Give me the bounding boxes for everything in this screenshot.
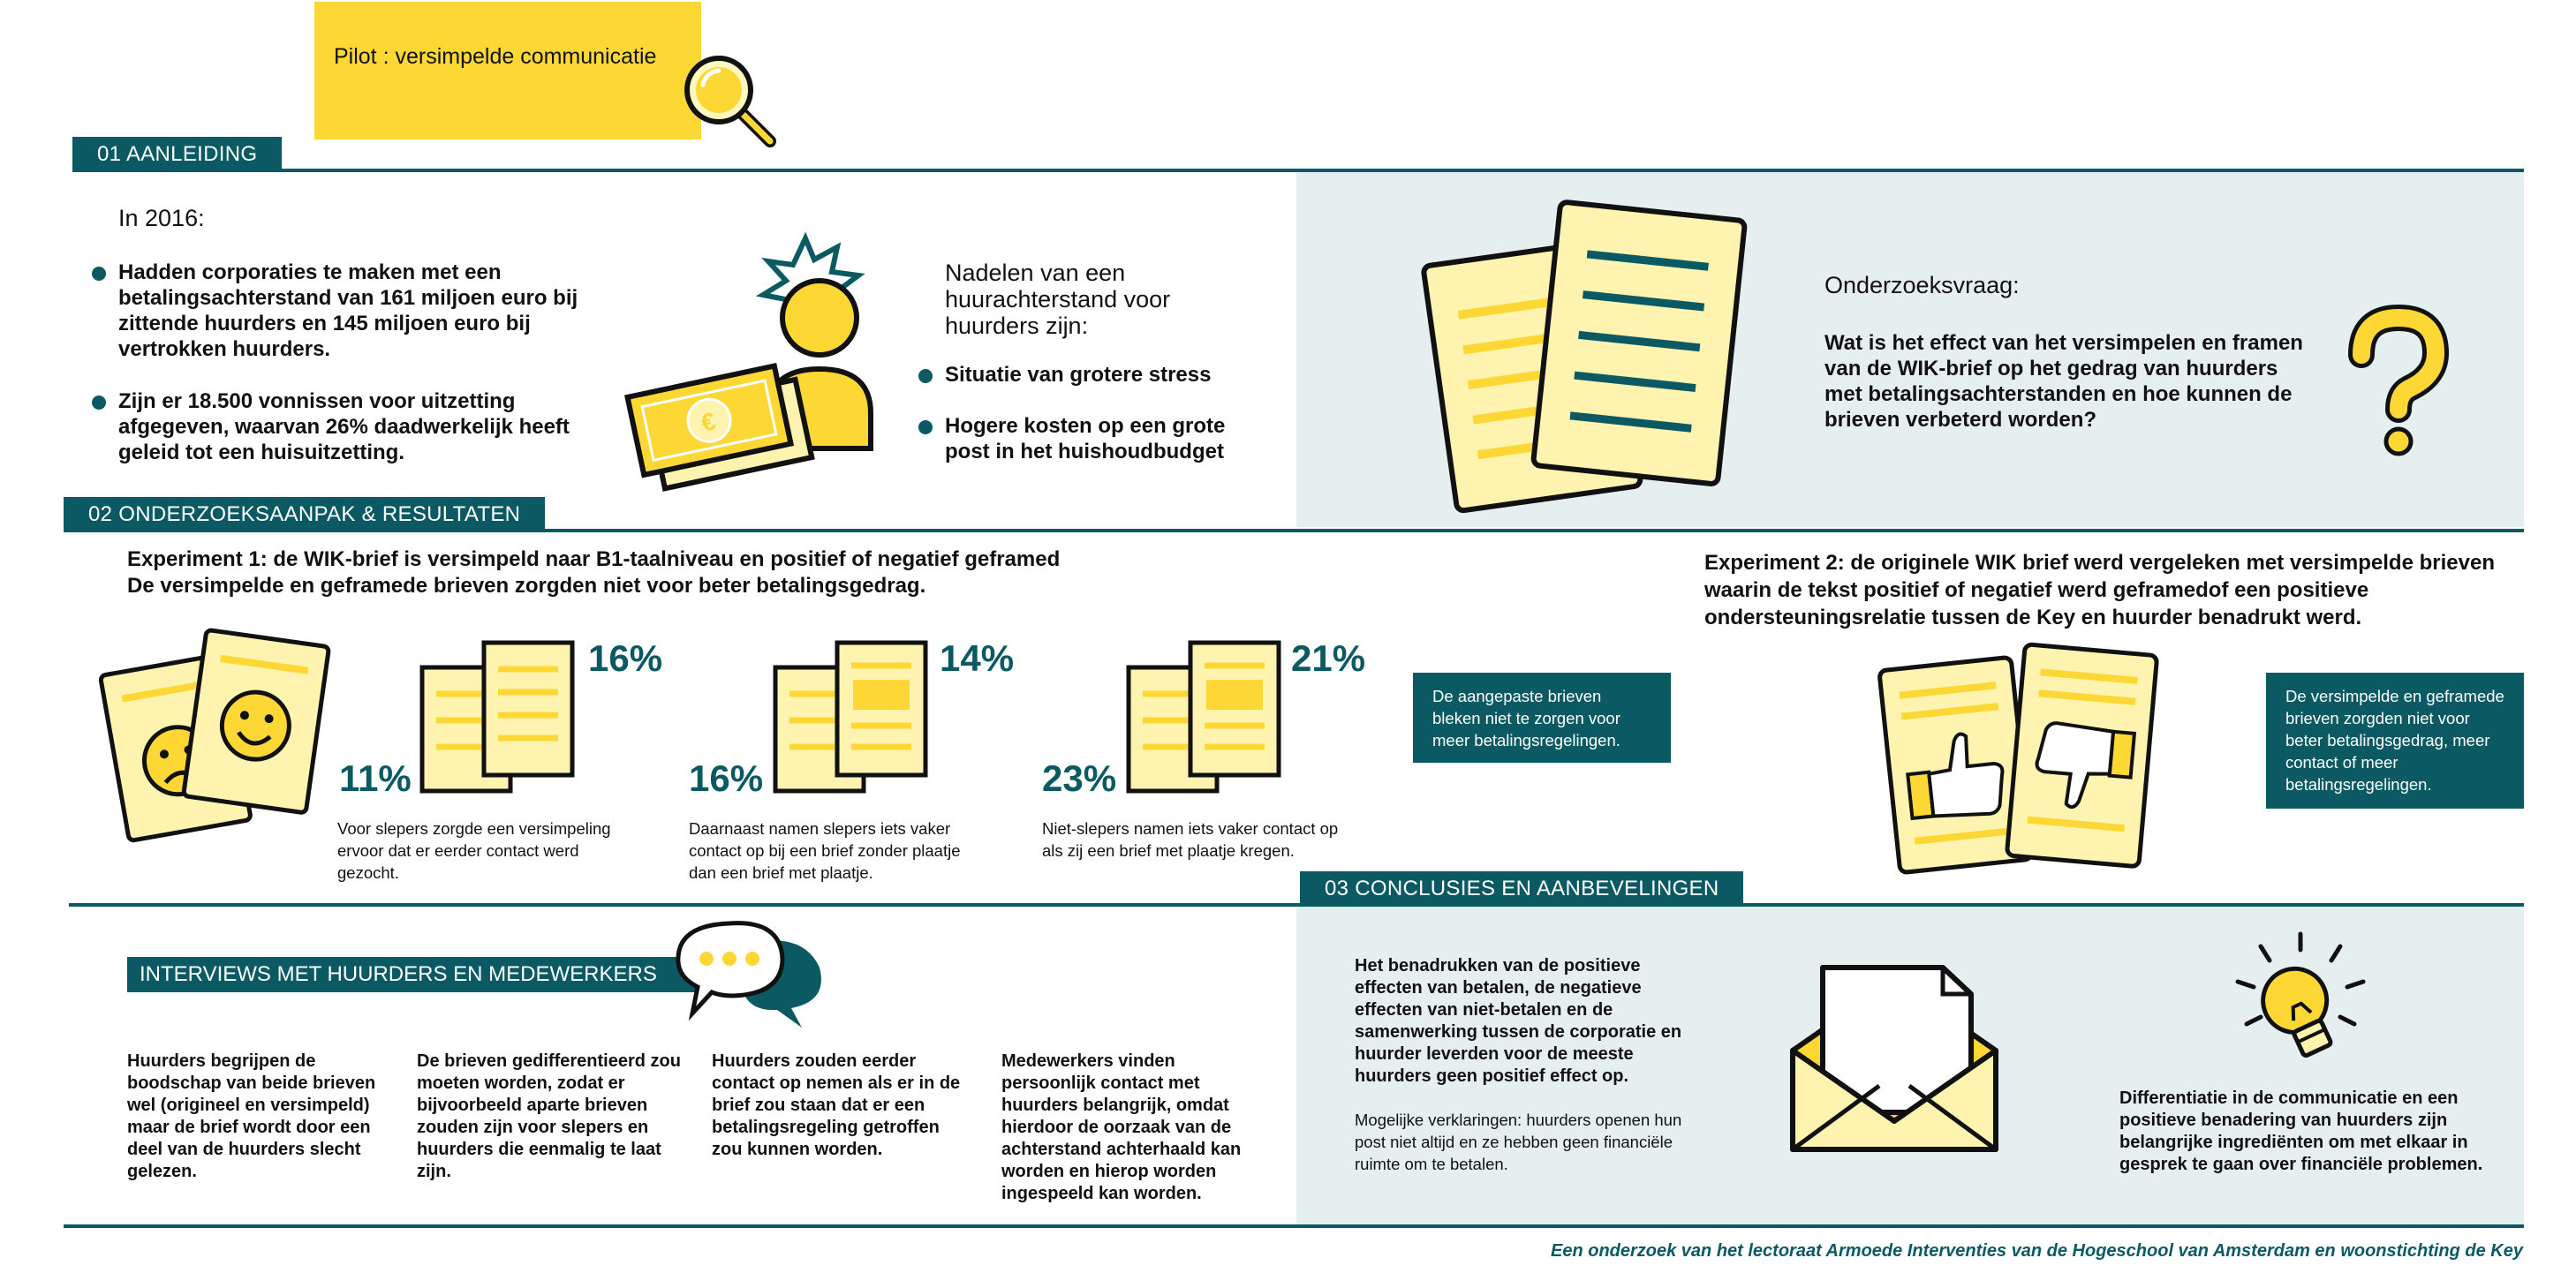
smiley-letters-icon <box>95 629 325 840</box>
interview-col-3: Huurders zouden eerder contact op nemen als er in de brief zou staan dat er een betalingsregeling getroffen zou kunnen worden. <box>712 1051 961 1159</box>
thumbs-letters-icon <box>1872 637 2164 885</box>
group-3-left-pct: 23% <box>1042 757 1117 799</box>
experiment-2-box: De versimpelde en geframede brieven zorgden niet voor beter betalingsgedrag, meer contact of meer betalingsregelingen. <box>2266 673 2524 809</box>
bullet-dot <box>918 420 933 434</box>
speech-bubbles-icon <box>671 916 830 1031</box>
nadelen-bullet-1: Situatie van grotere stress <box>945 362 1263 388</box>
envelope-icon <box>1784 953 2005 1156</box>
group-1-right-pct: 16% <box>588 637 663 679</box>
experiment-1-title: Experiment 1: de WIK-brief is versimpeld naar B1-taalniveau en positief of negatief geframed <box>127 547 1061 571</box>
letters-icon <box>1413 201 1749 519</box>
money-icon <box>618 362 812 494</box>
group-3-right-pct: 21% <box>1291 637 1366 679</box>
letter-stack-icon <box>1125 636 1293 795</box>
lightbulb-icon <box>2225 929 2376 1079</box>
bullet-dot <box>92 267 106 281</box>
recommendation-text: Differentiatie in de communicatie en een positieve benadering van huurders zijn belangrijke ingrediënten om met elkaar in gesprek te gaan over financiële problemen. <box>2119 1088 2483 1174</box>
pilot-label-box <box>314 2 701 139</box>
group-3-caption: Niet-slepers namen iets vaker contact op als zij een brief met plaatje kregen. <box>1042 819 1339 860</box>
intro-text: In 2016: <box>118 205 205 231</box>
interviews-header: INTERVIEWS MET HUURDERS EN MEDEWERKERS <box>127 957 710 992</box>
onderzoeksvraag-text: Wat is het effect van het versimpelen en framen van de WIK-brief op het gedrag van huurders met betalingsachterstanden en hoe kunnen de brieven verbeterd worden? <box>1824 331 2303 432</box>
bullet-dot <box>918 369 933 383</box>
nadelen-bullet-2: Hogere kosten op een grote post in het huishoudbudget <box>945 413 1263 464</box>
interview-col-2: De brieven gedifferentieerd zou moeten worden, zodat er bijvoorbeeld aparte brieven zouden zijn voor slepers en huurders die eenmalig te laat zijn. <box>417 1051 681 1181</box>
intro-bullet-1: Hadden corporaties te maken met een betalingsachterstand van 161 miljoen euro bij zittende huurders en 145 miljoen euro bij vertrokken huurders. <box>118 260 613 362</box>
letter-stack-icon <box>419 636 586 795</box>
group-1-caption: Voor slepers zorgde een versimpeling ervoor dat er eerder contact werd gezocht. <box>337 819 611 882</box>
question-mark-icon <box>2349 311 2446 461</box>
experiment-1-box: De aangepaste brieven bleken niet te zorgen voor meer betalingsregelingen. <box>1413 673 1671 763</box>
group-2-right-pct: 14% <box>940 637 1015 679</box>
bullet-dot <box>92 395 106 410</box>
group-2-caption: Daarnaast namen slepers iets vaker contact op bij een brief zonder plaatje dan een brief met plaatje. <box>689 819 961 882</box>
magnifier-icon <box>682 53 779 150</box>
footer-text: Een onderzoek van het lectoraat Armoede Interventies van de Hogeschool van Amsterdam en woonstichting de Key <box>1550 1241 2523 1261</box>
section-1-header: 01 AANLEIDING <box>72 137 282 172</box>
conclusion-text: Het benadrukken van de positieve effecten van betalen, de negatieve effecten van niet-betalen en de samenwerking tussen de corporatie en huurder leverden voor de meeste huurders geen positief effect op. <box>1355 956 1682 1086</box>
explanations-text: Mogelijke verklaringen: huurders openen hun post niet altijd en ze hebben geen financiële ruimte om te betalen. <box>1355 1111 1682 1173</box>
svg-text:€: € <box>699 407 718 437</box>
onderzoeksvraag-label: Onderzoeksvraag: <box>1824 272 2020 298</box>
group-1-left-pct: 11% <box>339 757 412 799</box>
section-3-header: 03 CONCLUSIES EN AANBEVELINGEN <box>1300 871 1743 907</box>
experiment-2-title: Experiment 2: de originele WIK brief werd vergeleken met versimpelde brieven waarin de tekst positief of negatief werd geframedof een positieve ondersteuningsrelatie tussen de Key en huurder benadrukt werd. <box>1704 551 2495 629</box>
intro-bullet-2: Zijn er 18.500 vonnissen voor uitzetting afgegeven, waarvan 26% daadwerkelijk heeft geleid tot een huisuitzetting. <box>118 388 613 465</box>
experiment-1-result: De versimpelde en geframede brieven zorgden niet voor beter betalingsgedrag. <box>127 574 926 598</box>
interview-col-1: Huurders begrijpen de boodschap van beide brieven wel (origineel en versimpeld) maar de brief wordt door een deel van de huurders slecht gelezen. <box>127 1051 376 1181</box>
section-2-rule <box>64 529 2524 532</box>
footer-rule <box>64 1224 2524 1228</box>
section-2-header: 02 ONDERZOEKSAANPAK & RESULTATEN <box>64 497 545 532</box>
letter-stack-icon <box>772 636 940 795</box>
group-2-left-pct: 16% <box>689 757 764 799</box>
nadelen-title: Nadelen van een huurachterstand voor huurders zijn: <box>945 260 1171 339</box>
interview-col-4: Medewerkers vinden persoonlijk contact met huurders belangrijk, omdat hierdoor de oorzaak van de achterstand achterhaald kan worden en hierop worden ingespeeld kan worden. <box>1001 1051 1242 1203</box>
pilot-label: Pilot : versimpelde communicatie <box>334 44 657 69</box>
